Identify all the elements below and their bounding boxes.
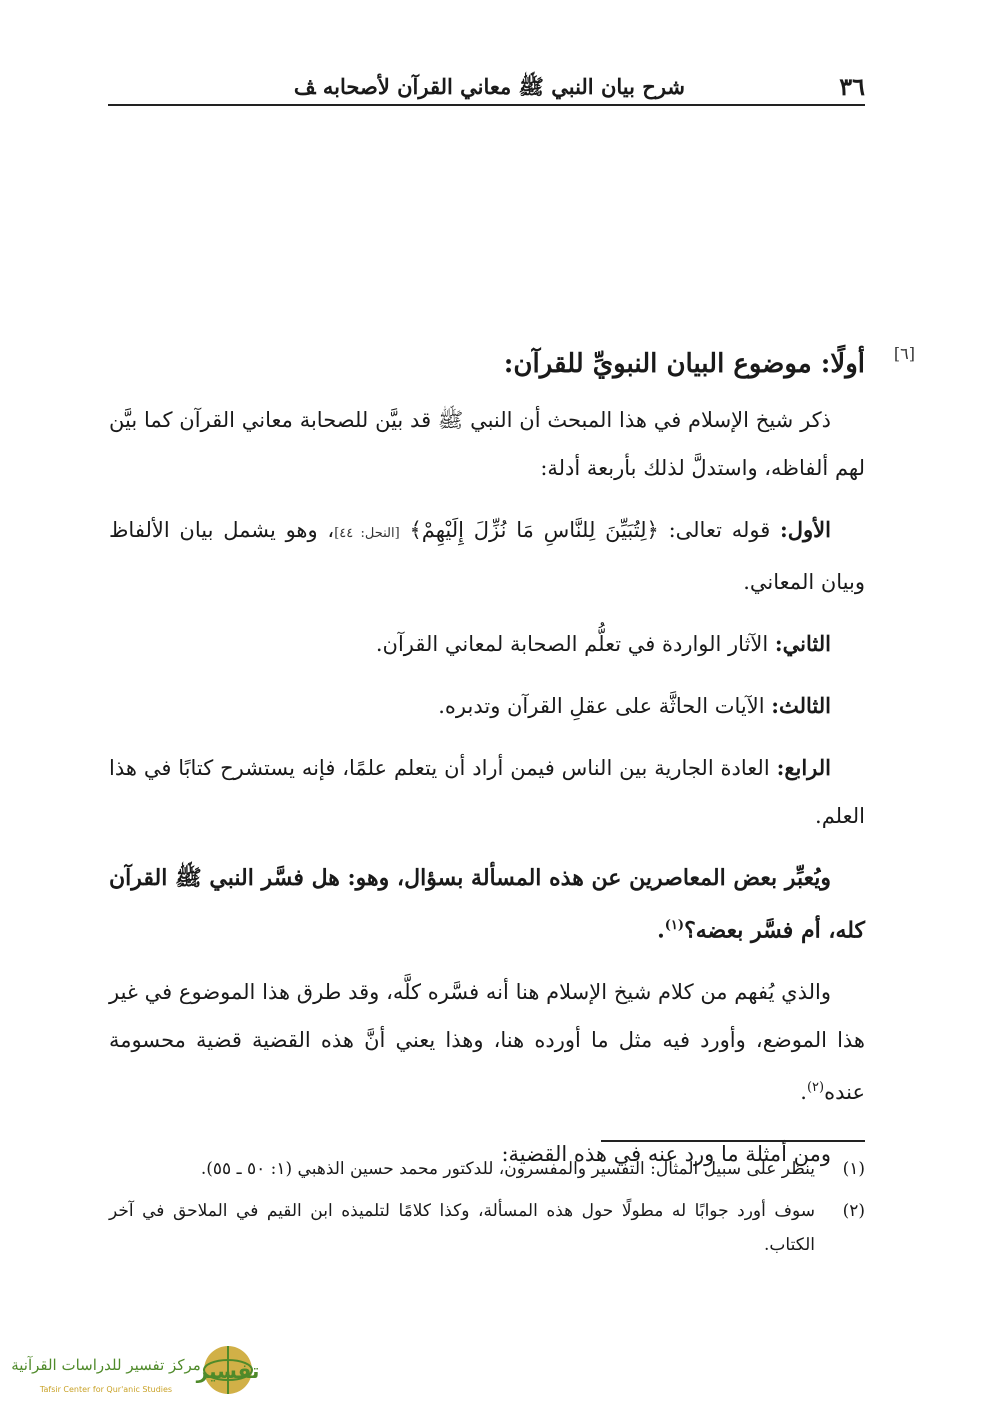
footnote-number: (١) — [842, 1159, 865, 1179]
footnote-text: ينظر على سبيل المثال: التفسير والمفسرون، للدكتور محمد حسين الذهبي (١: ٥٠ ـ ٥٥). — [200, 1159, 815, 1179]
page-number: ٣٦ — [839, 72, 865, 101]
evidence-fourth — [109, 744, 865, 840]
tafsir-center-logo — [6, 1342, 260, 1402]
evidence-third-text: الآيات الحاثَّة على عقلِ القرآن وتدبره. — [438, 694, 772, 718]
footnote-ref-2: (٢) — [806, 1080, 825, 1096]
evidence-fourth-label: الرابع: — [776, 755, 831, 780]
logo-word: تفسير — [196, 1359, 260, 1383]
evidence-second-label: الثاني: — [774, 631, 831, 656]
footnote-item — [109, 1194, 865, 1262]
question-period: . — [657, 917, 665, 944]
evidence-first — [109, 506, 865, 606]
question-paragraph — [109, 854, 865, 954]
evidence-first-label: الأول: — [780, 517, 831, 542]
understood-period: . — [800, 1080, 807, 1105]
evidence-fourth-text: العادة الجارية بين الناس فيمن أراد أن يتعلم علمًا، فإنه يستشرح كتابًا في هذا العلم. — [109, 756, 865, 828]
evidence-second — [109, 620, 865, 668]
footnote-ref-1: (١) — [664, 918, 685, 933]
footnote-text: سوف أورد جوابًا له مطولًا حول هذه المسألة، وكذا كلامًا لتلميذه ابن القيم في الملاحق في آخر الكتاب. — [109, 1201, 815, 1255]
section-heading: أولًا: موضوع البيان النبويِّ للقرآن: — [503, 349, 865, 379]
footnote-item — [109, 1152, 865, 1186]
logo-graphic — [6, 1342, 260, 1402]
header-title: شرح بيان النبي ﷺ معاني القرآن لأصحابه ﭫ — [293, 74, 685, 99]
quran-citation: [النحل: ٤٤] — [334, 526, 400, 541]
main-content — [109, 338, 915, 1192]
intro-paragraph: ذكر شيخ الإسلام في هذا المبحث أن النبي ﷺ قد بيَّن للصحابة معاني القرآن كما بيَّن لهم ألفاظه، واستدلَّ لذلك بأربعة أدلة: — [109, 408, 865, 480]
footnote-number: (٢) — [842, 1201, 865, 1221]
understood-text: والذي يُفهم من كلام شيخ الإسلام هنا أنه فسَّره كلَّه، وقد طرق هذا الموضوع في غير هذا الموضع، وأورد فيه مثل ما أورده هنا، وهذا يعني أنَّ هذه القضية قضية محسومة عنده — [109, 980, 865, 1105]
running-header — [108, 70, 865, 106]
understood-paragraph — [109, 968, 865, 1116]
evidence-third-label: الثالث: — [771, 693, 831, 718]
section-marker: [٦] — [893, 344, 915, 363]
footnotes — [109, 1152, 865, 1270]
question-text: ويُعبِّر بعض المعاصرين عن هذه المسألة بسؤال، وهو: هل فسَّر النبي ﷺ القرآن كله، أم فسَّر بعضه؟ — [109, 865, 865, 944]
evidence-first-text-b: ، وهو يشمل بيان الألفاظ وبيان المعاني. — [109, 518, 865, 594]
examples-paragraph: ومن أمثلة ما ورد عنه في هذه القضية: — [501, 1142, 831, 1167]
evidence-first-text-a: قوله تعالى: ﴿لِتُبَيِّنَ لِلنَّاسِ مَا نُزِّلَ إِلَيْهِمْ﴾ — [399, 518, 781, 542]
evidence-third — [109, 682, 865, 730]
logo-arabic-name: مركز تفسير للدراسات القرآنية — [11, 1356, 201, 1374]
footnote-divider — [601, 1140, 865, 1142]
evidence-second-text: الآثار الواردة في تعلُّم الصحابة لمعاني القرآن. — [375, 632, 775, 656]
logo-english-name: Tafsir Center for Qur'anic Studies — [39, 1385, 173, 1394]
